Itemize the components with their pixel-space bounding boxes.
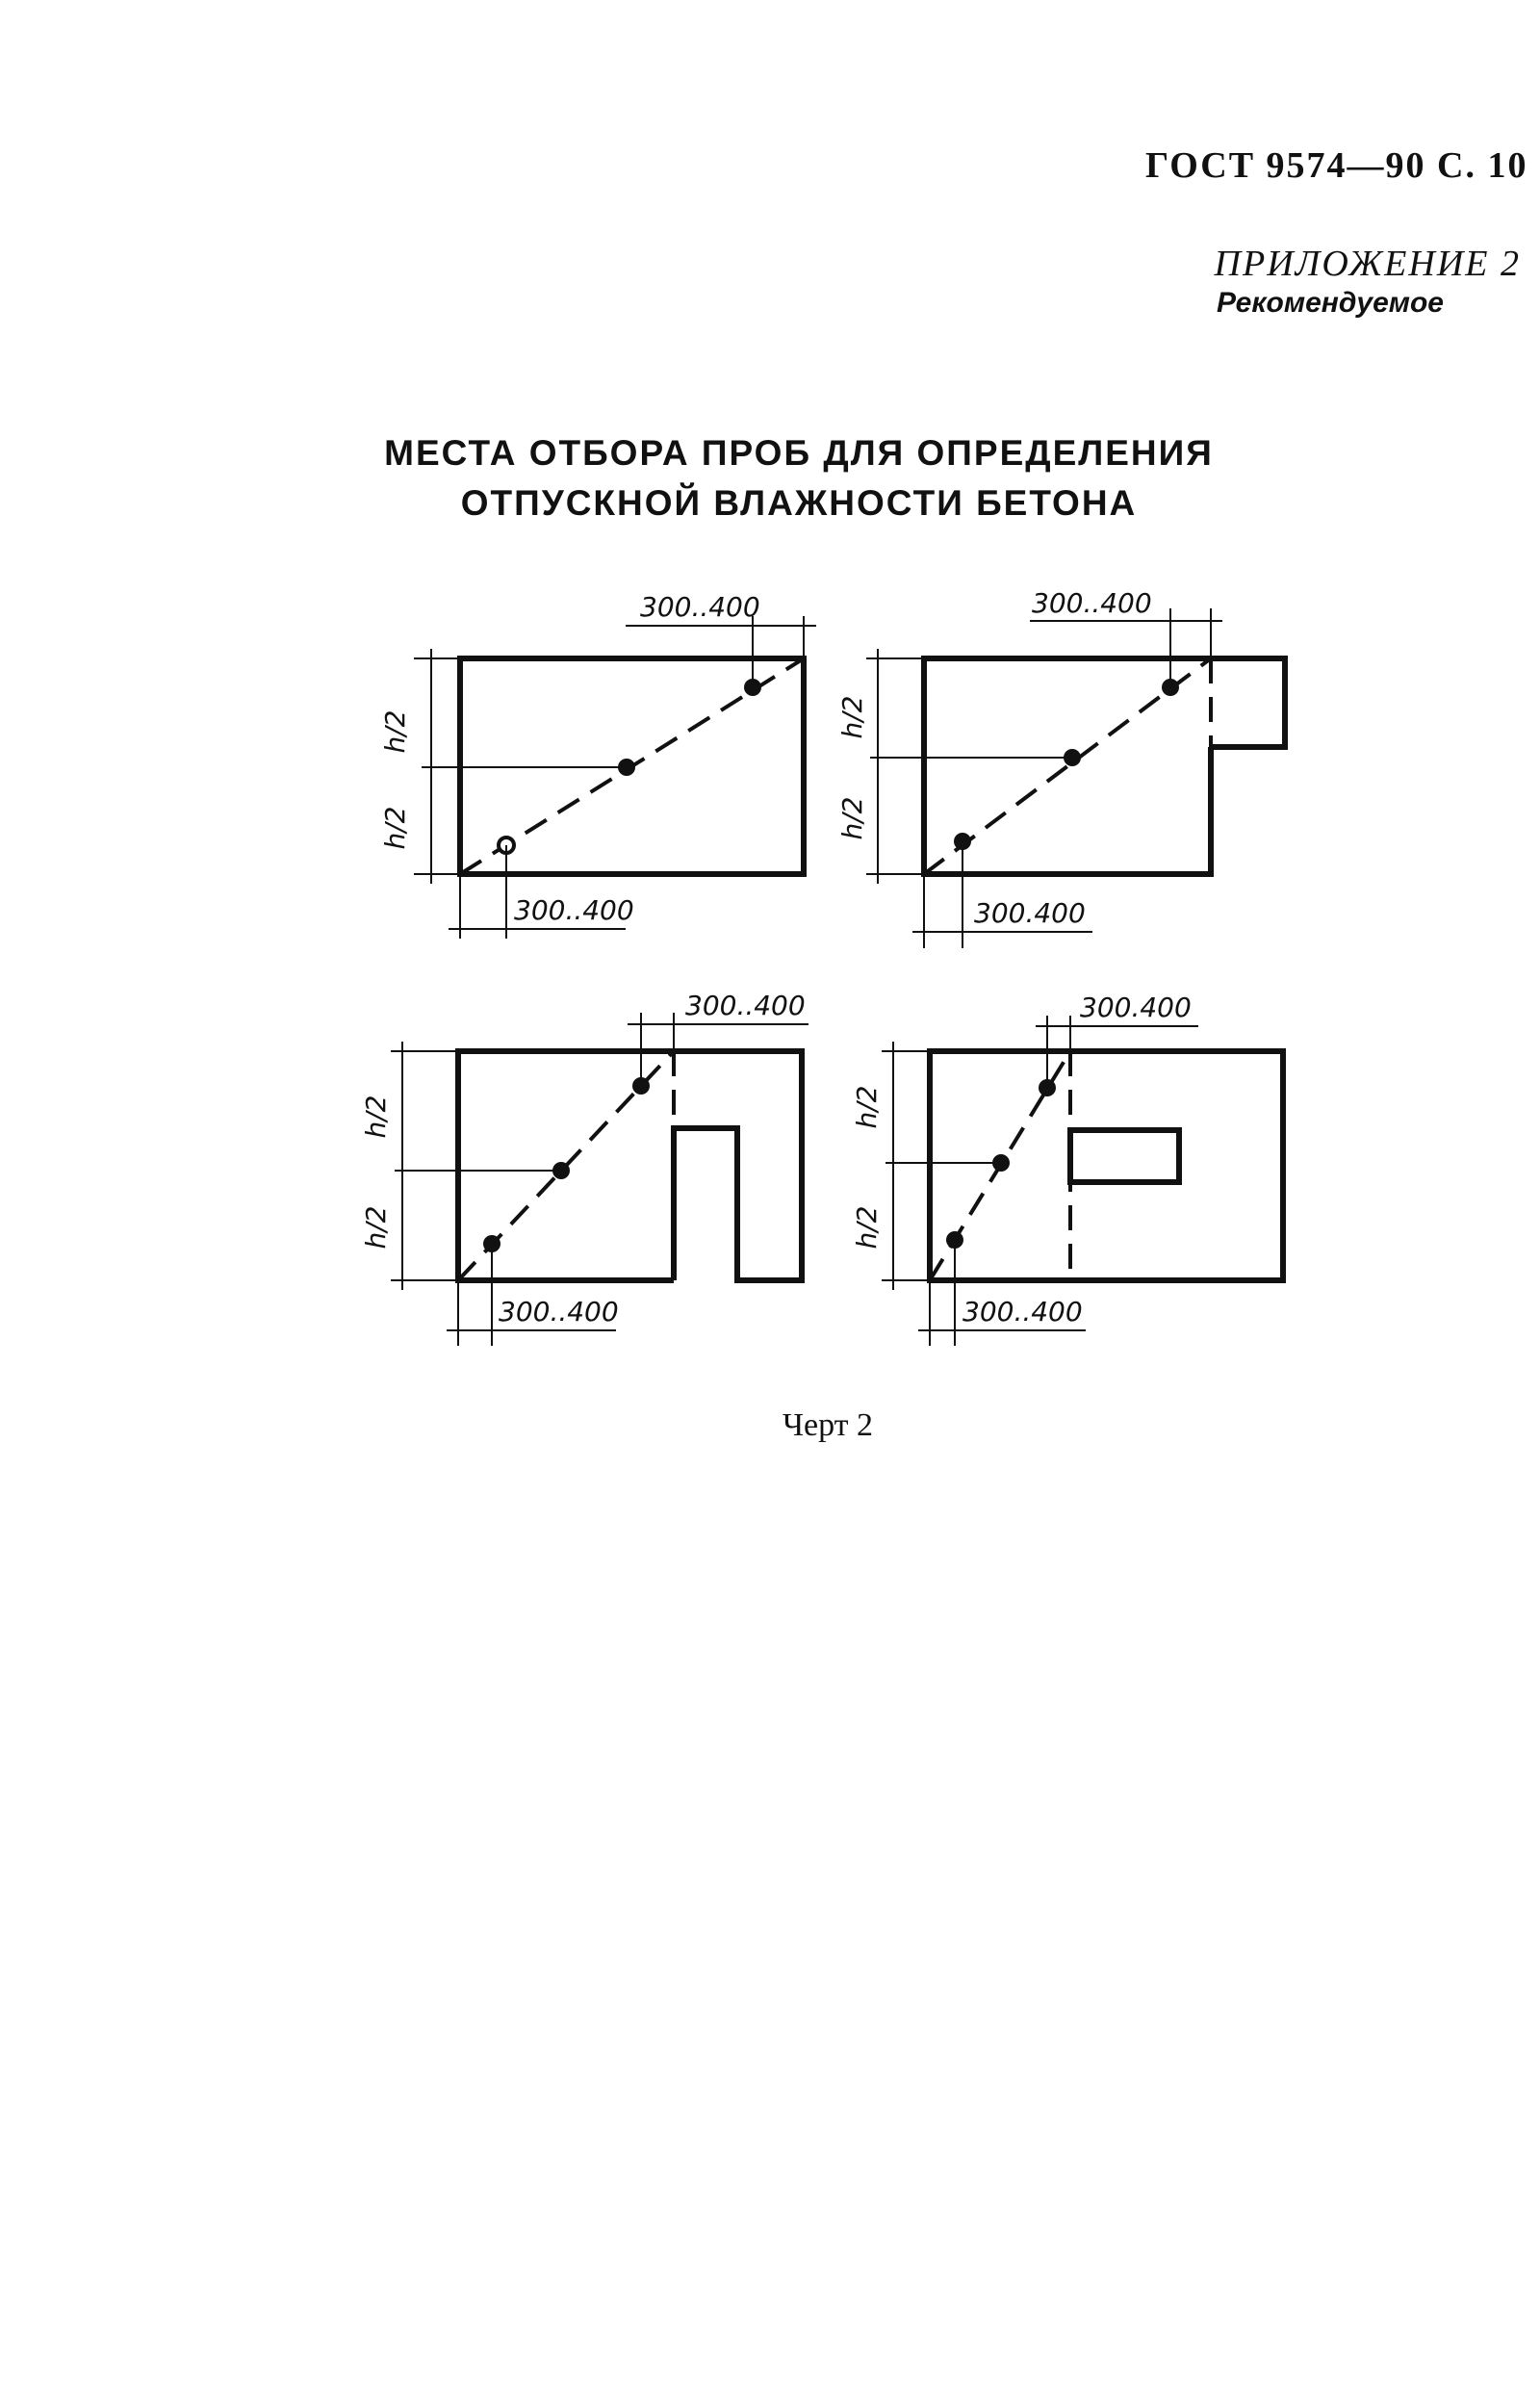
figure-3-bottom-dim: 300..400 [499,1296,619,1327]
figure-4-h-lower: h/2 [851,1205,883,1250]
figure-3-h-lower: h/2 [360,1205,392,1250]
document-reference: ГОСТ 9574—90 С. 10 [1145,145,1528,186]
figure-4-window-opening [1070,1130,1179,1182]
figure-1-top-dim: 300..400 [640,591,760,623]
figure-3-top-dim: 300..400 [685,990,806,1021]
recommended-label: Рекомендуемое [1217,287,1444,319]
figure-1-bottom-dim: 300..400 [514,894,634,926]
figure-2-h-upper: h/2 [836,695,868,739]
figure-4-bottom-dim: 300..400 [962,1296,1083,1327]
figure-4-h-upper: h/2 [851,1085,883,1129]
figure-4 [851,992,1283,1346]
figure-3-h-upper: h/2 [360,1095,392,1139]
figure-2-bottom-dim: 300.400 [974,897,1086,929]
figure-1-h-lower: h/2 [379,806,411,850]
figure-2-panel-outline [924,658,1285,874]
figure-2-top-dim: 300..400 [1032,587,1152,619]
figure-1-h-upper: h/2 [379,709,411,754]
figure-4-panel-outline [930,1051,1283,1280]
figure-3 [360,990,808,1346]
figure-2 [836,587,1285,948]
figure-caption: Черт 2 [782,1407,874,1443]
figure-4-top-dim: 300.400 [1080,992,1192,1023]
figure-1 [379,591,816,939]
figure-2-h-lower: h/2 [836,796,868,840]
title-line-2: ОТПУСКНОЙ ВЛАЖНОСТИ БЕТОНА [460,483,1138,523]
title-line-1: МЕСТА ОТБОРА ПРОБ ДЛЯ ОПРЕДЕЛЕНИЯ [384,433,1214,473]
appendix-label: ПРИЛОЖЕНИЕ 2 [1214,244,1521,284]
figure-3-panel-outline [458,1051,802,1280]
